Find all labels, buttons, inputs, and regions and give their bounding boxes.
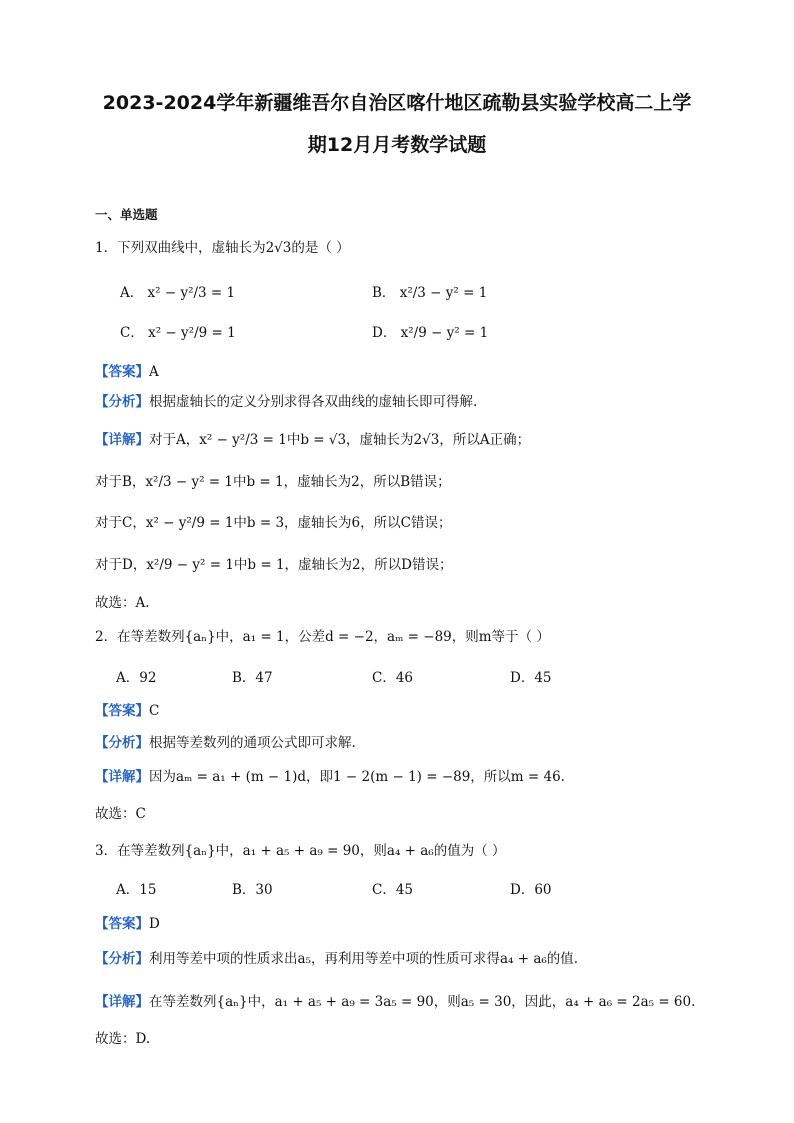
q2-analysis: 根据等差数列的通项公式即可求解. <box>149 735 356 751</box>
q2-detail-tag: 【详解】 <box>95 769 149 785</box>
q2-answer-line <box>95 699 159 719</box>
q1-answer-tag: 【答案】 <box>95 364 149 380</box>
q2-option-c: C．46 <box>372 670 414 686</box>
q3-answer-line <box>95 912 160 932</box>
q3-conclusion: 故选：D. <box>95 1031 151 1047</box>
q1-answer-line <box>95 360 159 380</box>
q2-option-b: B．47 <box>232 670 273 686</box>
q3-option-d: D．60 <box>510 882 552 898</box>
q3-answer: D <box>149 916 160 932</box>
q3-analysis-line <box>95 947 578 967</box>
title-line-2: 期12月月考数学试题 <box>307 134 487 156</box>
q1-detail-4: 对于D，x²/9 − y² = 1中b = 1，虚轴长为2，所以D错误； <box>95 557 453 573</box>
q3-detail-line <box>95 990 695 1010</box>
q2-answer: C <box>149 703 160 719</box>
q1-option-b: B． x²/3 − y² = 1 <box>372 285 488 301</box>
q1-option-c: C． x² − y²/9 = 1 <box>120 325 236 341</box>
q3-option-c: C．45 <box>372 882 414 898</box>
q1-stem: 1．下列双曲线中，虚轴长为2√3的是（ ） <box>95 240 350 256</box>
q1-conclusion: 故选：A. <box>95 595 150 611</box>
q2-answer-tag: 【答案】 <box>95 703 149 719</box>
section-heading: 一、单选题 <box>95 207 158 222</box>
q2-option-d: D．45 <box>510 670 552 686</box>
q1-analysis-tag: 【分析】 <box>95 394 149 410</box>
q2-conclusion: 故选：C <box>95 806 146 822</box>
q2-analysis-tag: 【分析】 <box>95 735 149 751</box>
q3-option-a: A．15 <box>116 882 157 898</box>
q1-detail-1: 对于A，x² − y²/3 = 1中b = √3，虚轴长为2√3，所以A正确； <box>149 432 531 448</box>
q1-detail-2: 对于B，x²/3 − y² = 1中b = 1，虚轴长为2，所以B错误； <box>95 474 451 490</box>
q2-stem: 2．在等差数列{aₙ}中，a₁ = 1，公差d = −2，aₘ = −89，则m等于（ ） <box>95 629 550 645</box>
q3-analysis: 利用等差中项的性质求出a₅，再利用等差中项的性质可求得a₄ + a₆的值. <box>149 951 579 967</box>
q1-analysis: 根据虚轴长的定义分别求得各双曲线的虚轴长即可得解. <box>149 394 478 410</box>
q2-option-a: A．92 <box>116 670 157 686</box>
q1-option-d: D． x²/9 − y² = 1 <box>372 325 489 341</box>
q1-analysis-line <box>95 390 477 410</box>
title-line-1: 2023-2024学年新疆维吾尔自治区喀什地区疏勒县实验学校高二上学 <box>102 92 692 114</box>
q1-detail-tag: 【详解】 <box>95 432 149 448</box>
q1-answer: A <box>149 364 159 380</box>
q1-detail-3: 对于C，x² − y²/9 = 1中b = 3，虚轴长为6，所以C错误； <box>95 515 452 531</box>
q3-stem: 3．在等差数列{aₙ}中，a₁ + a₅ + a₉ = 90，则a₄ + a₆的值为（ ） <box>95 843 506 859</box>
q2-detail: 因为aₘ = a₁ + (m − 1)d，即1 − 2(m − 1) = −89，所以m = 46. <box>149 769 565 785</box>
q3-detail: 在等差数列{aₙ}中，a₁ + a₅ + a₉ = 3a₅ = 90，则a₅ = 30，因此，a₄ + a₆ = 2a₅ = 60. <box>149 994 696 1010</box>
q2-analysis-line <box>95 731 356 751</box>
q2-detail-line <box>95 765 565 785</box>
q3-detail-tag: 【详解】 <box>95 994 149 1010</box>
q1-option-a: A． x² − y²/3 = 1 <box>120 285 236 301</box>
q1-detail-line <box>95 428 530 448</box>
q3-option-b: B．30 <box>232 882 273 898</box>
q3-answer-tag: 【答案】 <box>95 916 149 932</box>
q3-analysis-tag: 【分析】 <box>95 951 149 967</box>
